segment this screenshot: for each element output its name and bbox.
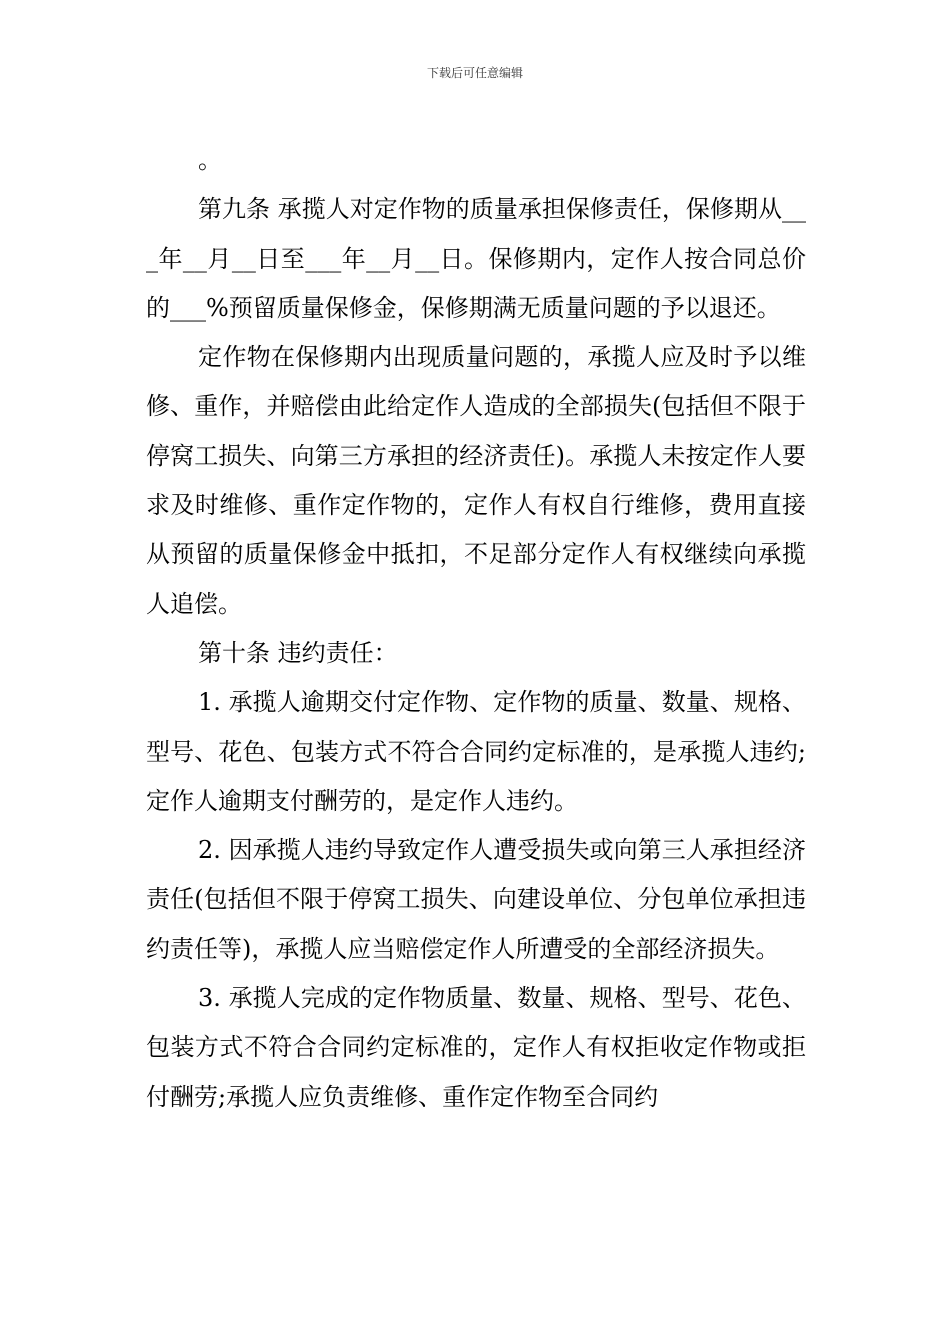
warranty-defect-paragraph: 定作物在保修期内出现质量问题的，承揽人应及时予以维修、重作，并赔偿由此给定作人造成的全部损失(包括但不限于停窝工损失、向第三方承担的经济责任)。承揽人未按定作人要求及时维修、重作定作物的，定作人有权自行维修，费用直接从预留的质量保修金中抵扣，不足部分定作人有权继续向承揽人追偿。 [146,343,806,618]
clause-3-paragraph: 3. 承揽人完成的定作物质量、数量、规格、型号、花色、包装方式不符合合同约定标准的，定作人有权拒收定作物或拒付酬劳;承揽人应负责维修、重作定作物至合同约 [146,984,806,1111]
clause-1-paragraph: 1. 承揽人逾期交付定作物、定作物的质量、数量、规格、型号、花色、包装方式不符合合同约定标准的，是承揽人违约;定作人逾期支付酬劳的，是定作人违约。 [146,688,806,815]
page-header: 下载后可任意编辑 [426,66,523,80]
clause-2-paragraph: 2. 因承揽人违约导致定作人遭受损失或向第三人承担经济责任(包括但不限于停窝工损失、向建设单位、分包单位承担违约责任等)，承揽人应当赔偿定作人所遭受的全部经济损失。 [146,836,806,963]
article-10-heading: 第十条 违约责任： [198,638,398,667]
paragraph-fragment: 。 [198,146,222,174]
article-9-paragraph: 第九条 承揽人对定作物的质量承担保修责任，保修期从___年__月__日至___年__月__日。保修期内，定作人按合同总价的___%预留质量保修金，保修期满无质量问题的予以退还。 [146,195,806,322]
document-body [146,136,806,1122]
